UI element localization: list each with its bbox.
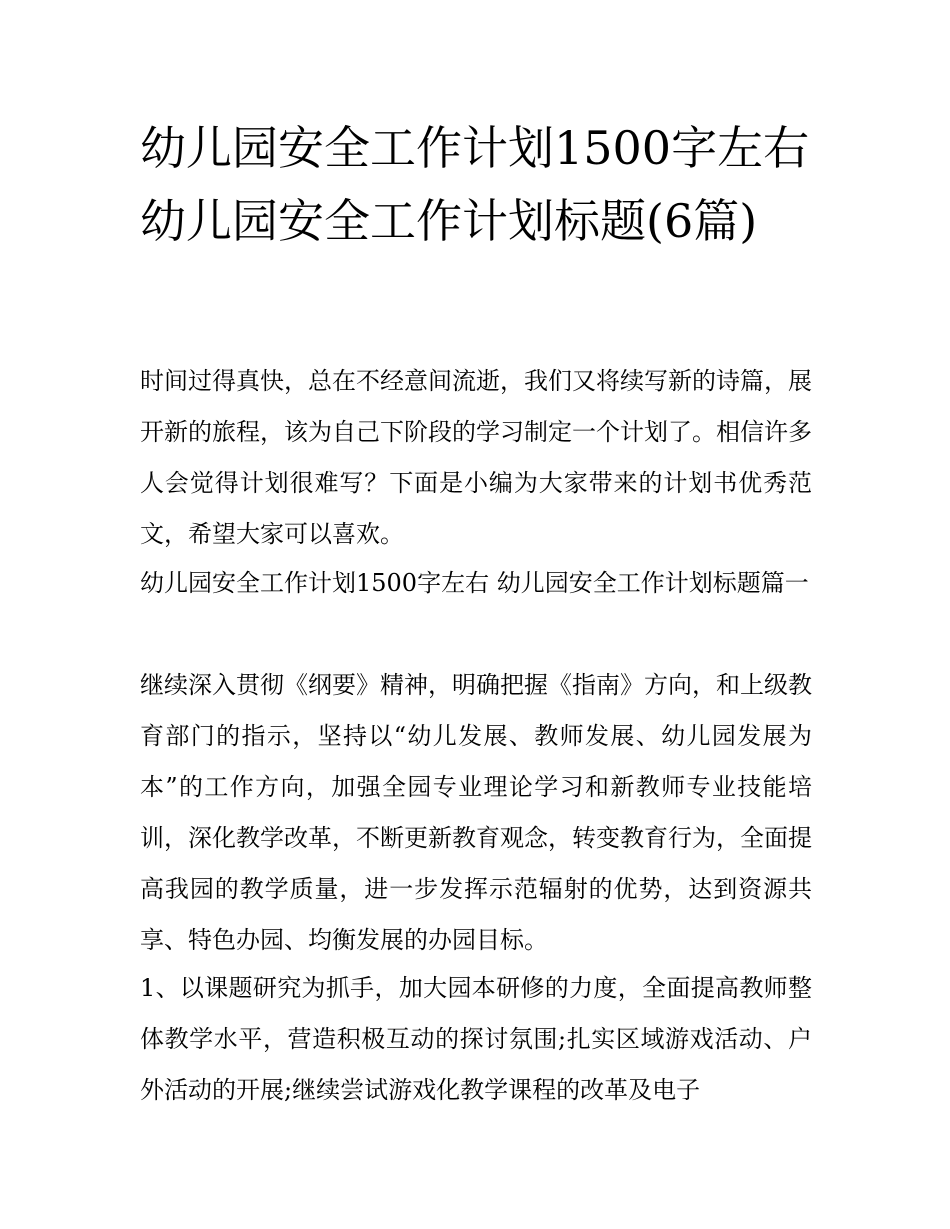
document-title: 幼儿园安全工作计划1500字左右 幼儿园安全工作计划标题(6篇) (140, 121, 810, 248)
intro-paragraph: 时间过得真快，总在不经意间流逝，我们又将续写新的诗篇，展开新的旅程，该为自己下阶段的学习制定一个计划了。相信许多人会觉得计划很难写？下面是小编为大家带来的计划书优秀范文，希望大家可以喜欢。 (140, 367, 812, 548)
section-heading: 幼儿园安全工作计划1500字左右 幼儿园安全工作计划标题篇一 (140, 569, 809, 597)
body-paragraph: 继续深入贯彻《纲要》精神，明确把握《指南》方向，和上级教育部门的指示，坚持以“幼儿发展、教师发展、幼儿园发展为本”的工作方向，加强全园专业理论学习和新教师专业技能培训，深化教学改革，不断更新教育观念，转变教育行为，全面提高我园的教学质量，进一步发挥示范辐射的优势，达到资源共享、特色办园、均衡发展的办园目标。 (140, 671, 812, 954)
document-page (140, 0, 820, 1229)
body-paragraph: 1、以课题研究为抓手，加大园本研修的力度，全面提高教师整体教学水平，营造积极互动的探讨氛围;扎实区域游戏活动、户外活动的开展;继续尝试游戏化教学课程的改革及电子 (140, 974, 812, 1104)
